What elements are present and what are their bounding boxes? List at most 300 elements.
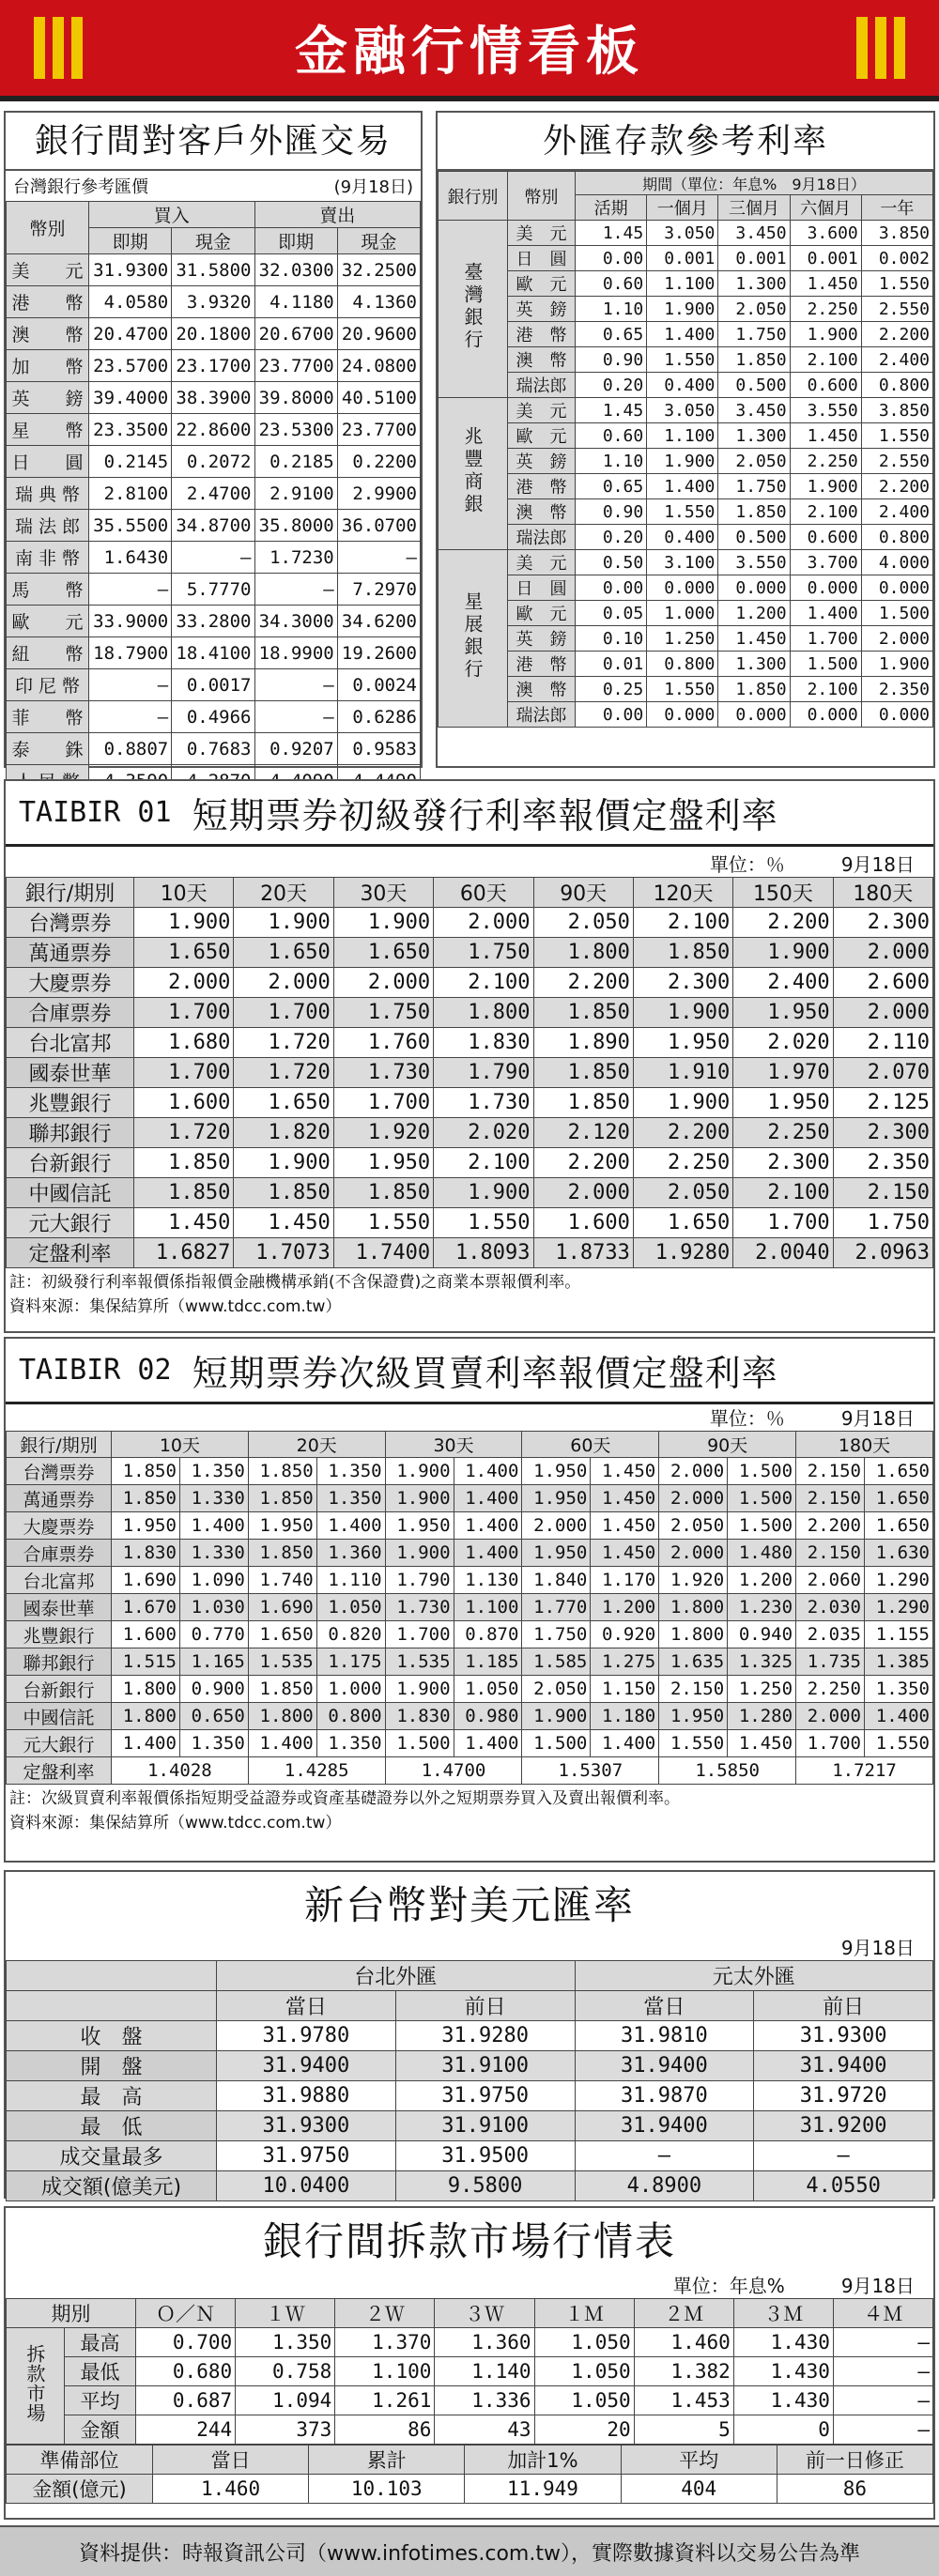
t1-rate: 2.350 (833, 1148, 932, 1178)
mm-value: 86 (335, 2415, 435, 2445)
t2-rate: 2.150 (796, 1458, 865, 1485)
mm-row (7, 2328, 933, 2357)
taibir02-header (6, 1339, 933, 1404)
t1-bank: 台新銀行 (7, 1148, 134, 1178)
dep-rate: 1.300 (718, 652, 790, 677)
fx-rate: 0.8807 (89, 733, 172, 765)
t1-rate: 2.200 (733, 908, 833, 938)
t1-rate: 1.950 (733, 998, 833, 1028)
t1-rate: 1.750 (333, 998, 433, 1028)
mm-value: 1.100 (335, 2357, 435, 2386)
t1-rate: 2.050 (633, 1178, 732, 1208)
dep-rate: 0.05 (576, 601, 647, 626)
dep-rate: 1.300 (718, 423, 790, 449)
dep-rate: 0.00 (576, 246, 647, 271)
fx-rate: 39.4000 (89, 382, 172, 414)
mm-value: – (833, 2328, 932, 2357)
fx-rate: 32.0300 (254, 254, 337, 286)
mm-value: 43 (435, 2415, 534, 2445)
dep-rate: 0.65 (576, 474, 647, 499)
fx-rate: 18.4100 (172, 637, 254, 669)
t2-row (7, 1458, 933, 1485)
res-h-3: 加計1% (465, 2446, 621, 2475)
fx-row (7, 542, 421, 574)
t1-rate: 1.750 (833, 1208, 932, 1238)
dep-row (439, 702, 933, 728)
t2-rate: 2.200 (796, 1512, 865, 1540)
t2-row (7, 1676, 933, 1703)
dep-rate: 0.60 (576, 271, 647, 297)
mm-value: 1.336 (435, 2386, 534, 2415)
fx-rate: 0.0024 (337, 669, 420, 701)
t2-rate: 1.850 (112, 1458, 180, 1485)
taibir01-title: 短期票券初級發行利率報價定盤利率 (192, 795, 778, 836)
t1-rate: 1.750 (434, 938, 533, 968)
dep-rate: 1.750 (718, 474, 790, 499)
fx-rate: 23.3500 (89, 414, 172, 446)
t2-rate: 1.400 (591, 1730, 659, 1757)
dep-rate: 2.100 (790, 347, 861, 373)
fx-rate: 4.1180 (254, 286, 337, 318)
t2-h-6: 180天 (796, 1432, 933, 1458)
t1-rate: 1.730 (333, 1058, 433, 1088)
t1-rate: 1.700 (733, 1208, 833, 1238)
t2-rate: 1.650 (864, 1485, 932, 1512)
mm-value: 20 (534, 2415, 634, 2445)
taibir01-table (6, 877, 933, 1268)
fx-h-sell: 賣出 (254, 202, 421, 228)
t1-rate: 1.830 (434, 1028, 533, 1058)
t1-h-8: 180天 (833, 878, 932, 908)
taibir02-subhead (6, 1404, 933, 1431)
t1-bank: 中國信託 (7, 1178, 134, 1208)
res-h-1: 當日 (153, 2446, 309, 2475)
t2-rate: 1.200 (591, 1594, 659, 1621)
fx-rate: – (254, 669, 337, 701)
twd-h-prev: 前日 (395, 1991, 575, 2021)
t1-h-5: 90天 (533, 878, 633, 908)
taibir01-date: 9月18日 (840, 853, 915, 876)
twd-value: 31.9400 (754, 2051, 933, 2081)
t1-rate: 2.000 (434, 908, 533, 938)
fx-rate: 1.7230 (254, 542, 337, 574)
twd-h-blank2 (7, 1991, 217, 2021)
fx-rate: 23.5300 (254, 414, 337, 446)
t2-row (7, 1730, 933, 1757)
dep-rate: 2.350 (861, 677, 932, 702)
mm-h-col: Ｏ／Ｎ (136, 2299, 236, 2328)
t2-rate: 1.400 (454, 1512, 522, 1540)
dep-rate: 1.000 (647, 601, 718, 626)
t2-rate: 1.000 (316, 1676, 385, 1703)
twd-value: 31.9500 (395, 2141, 575, 2171)
t2-bank: 兆豐銀行 (7, 1621, 112, 1648)
twd-value: 31.9280 (395, 2021, 575, 2051)
fx-h-cash: 現金 (172, 228, 254, 254)
dep-h-currency: 幣別 (508, 172, 576, 221)
dep-rate: 0.600 (790, 373, 861, 398)
dep-rate: 3.550 (790, 398, 861, 423)
t2-rate: 1.650 (248, 1621, 316, 1648)
twd-label: 收 盤 (7, 2021, 217, 2051)
dep-currency: 歐 元 (508, 271, 576, 297)
t2-rate: 1.165 (179, 1648, 248, 1676)
fx-currency: 美 元 (7, 254, 89, 286)
t1-row (7, 908, 933, 938)
t2-rate: 1.550 (659, 1730, 728, 1757)
twd-value: 31.9100 (395, 2111, 575, 2141)
mm-value: 0.680 (136, 2357, 236, 2386)
mm-h-period: 期別 (7, 2299, 136, 2328)
t2-rate: 1.400 (112, 1730, 180, 1757)
mm-value: 1.350 (236, 2328, 335, 2357)
t1-rate: 2.250 (733, 1118, 833, 1148)
twd-panel (4, 1870, 935, 2199)
t1-h-7: 150天 (733, 878, 833, 908)
dep-rate: 0.600 (790, 525, 861, 550)
t1-rate: 2.100 (633, 908, 732, 938)
fx-rate: 34.6200 (337, 606, 420, 637)
t1-rate: 2.020 (434, 1118, 533, 1148)
fx-rate: 34.3000 (254, 606, 337, 637)
fx-rate: 23.7700 (337, 414, 420, 446)
t2-rate: 2.035 (796, 1621, 865, 1648)
fx-rate: 24.0800 (337, 350, 420, 382)
twd-h-cur: 當日 (575, 1991, 754, 2021)
dep-h-period-3: 六個月 (790, 195, 861, 221)
t1-rate: 1.950 (733, 1088, 833, 1118)
t2-rate: 1.585 (522, 1648, 591, 1676)
t2-fixing-value: 1.4285 (248, 1757, 385, 1785)
fx-row (7, 669, 421, 701)
t1-rate: 1.900 (234, 908, 333, 938)
t2-fixing-row (7, 1757, 933, 1785)
dep-h-period: 期間（單位：年息% 9月18日） (576, 172, 933, 195)
fx-rate: 0.7683 (172, 733, 254, 765)
res-value: 86 (777, 2475, 932, 2504)
t2-row (7, 1512, 933, 1540)
t2-fixing-value: 1.4700 (385, 1757, 522, 1785)
t2-rate: 1.185 (454, 1648, 522, 1676)
taibir01-panel (4, 779, 935, 1333)
t2-row (7, 1485, 933, 1512)
t2-row (7, 1540, 933, 1567)
dep-rate: 1.450 (790, 423, 861, 449)
dep-row (439, 449, 933, 474)
t1-rate: 2.300 (733, 1148, 833, 1178)
t1-h-0: 銀行/期別 (7, 878, 134, 908)
t2-rate: 1.500 (385, 1730, 454, 1757)
t2-rate: 1.180 (591, 1703, 659, 1730)
twd-value: 31.9300 (217, 2111, 396, 2141)
t1-h-1: 10天 (134, 878, 234, 908)
dep-row (439, 373, 933, 398)
t2-rate: 1.850 (248, 1458, 316, 1485)
fx-rate: 33.9000 (89, 606, 172, 637)
taibir01-source: 資料來源：集保結算所（www.tdcc.com.tw） (9, 1297, 342, 1316)
t2-rate: 1.735 (796, 1648, 865, 1676)
t2-rate: 2.000 (659, 1485, 728, 1512)
t2-row (7, 1621, 933, 1648)
fx-rate: 35.5500 (89, 510, 172, 542)
t1-row (7, 938, 933, 968)
dep-currency: 日 圓 (508, 575, 576, 601)
dep-rate: 1.550 (861, 423, 932, 449)
dep-rate: 3.700 (790, 550, 861, 575)
taibir01-note: 註：初級發行利率報價係指報價金融機構承銷(不含保證費)之商業本票報價利率。 (9, 1273, 581, 1292)
dep-rate: 0.000 (647, 575, 718, 601)
masthead-bars-left (34, 17, 83, 79)
t1-row (7, 968, 933, 998)
dep-currency: 歐 元 (508, 423, 576, 449)
twd-h-cur: 當日 (217, 1991, 396, 2021)
dep-rate: 1.550 (647, 499, 718, 525)
fx-currency: 澳 幣 (7, 318, 89, 350)
t2-rate: 1.800 (112, 1703, 180, 1730)
dep-rate: 0.90 (576, 499, 647, 525)
dep-rate: 2.250 (790, 449, 861, 474)
fx-rate: 20.4700 (89, 318, 172, 350)
t2-rate: 1.790 (385, 1567, 454, 1594)
t2-rate: 1.740 (248, 1567, 316, 1594)
t1-rate: 1.550 (333, 1208, 433, 1238)
dep-rate: 1.900 (790, 474, 861, 499)
dep-row (439, 271, 933, 297)
fx-h-buy: 買入 (89, 202, 255, 228)
t2-rate: 2.030 (796, 1594, 865, 1621)
fx-currency: 瑞 法 郎 (7, 510, 89, 542)
twd-value: 31.9400 (217, 2051, 396, 2081)
fx-rate: 18.9900 (254, 637, 337, 669)
twd-value: 31.9880 (217, 2081, 396, 2111)
twd-value: 10.0400 (217, 2171, 396, 2201)
t1-rate: 1.720 (234, 1028, 333, 1058)
t1-rate: 2.000 (833, 938, 932, 968)
dep-rate: 2.050 (718, 297, 790, 322)
dep-rate: 0.000 (718, 575, 790, 601)
fx-rate: 36.0700 (337, 510, 420, 542)
t2-h-4: 60天 (522, 1432, 659, 1458)
fx-rate: 0.6286 (337, 701, 420, 733)
twd-row (7, 2141, 933, 2171)
fx-rate: 23.7700 (254, 350, 337, 382)
fx-row (7, 286, 421, 318)
t1-rate: 1.910 (633, 1058, 732, 1088)
dep-rate: 1.400 (647, 322, 718, 347)
mm-value: 0.700 (136, 2328, 236, 2357)
mm-h-col: ３Ｍ (733, 2299, 833, 2328)
t2-rate: 1.950 (659, 1703, 728, 1730)
t2-bank: 元大銀行 (7, 1730, 112, 1757)
twd-value: – (575, 2141, 754, 2171)
res-h-4: 平均 (621, 2446, 777, 2475)
t2-bank: 台新銀行 (7, 1676, 112, 1703)
fx-rate: 2.8100 (89, 478, 172, 510)
fx-rate: 22.8600 (172, 414, 254, 446)
t2-bank: 台灣票券 (7, 1458, 112, 1485)
twd-h-prev: 前日 (754, 1991, 933, 2021)
t2-rate: 1.600 (112, 1621, 180, 1648)
dep-rate: 0.65 (576, 322, 647, 347)
dep-rate: 0.20 (576, 373, 647, 398)
t1-rate: 1.700 (134, 998, 234, 1028)
twd-label: 成交額(億美元) (7, 2171, 217, 2201)
dep-rate: 3.050 (647, 221, 718, 246)
t2-rate: 1.200 (728, 1567, 796, 1594)
dep-currency: 澳 幣 (508, 347, 576, 373)
twd-row (7, 2081, 933, 2111)
mm-value: – (833, 2357, 932, 2386)
t2-rate: 1.550 (864, 1730, 932, 1757)
t1-rate: 1.7073 (234, 1238, 333, 1268)
mm-value: 5 (634, 2415, 733, 2445)
dep-rate: 3.100 (647, 550, 718, 575)
fx-currency: 瑞 典 幣 (7, 478, 89, 510)
t2-rate: 1.385 (864, 1648, 932, 1676)
mm-subhead (6, 2276, 933, 2298)
dep-currency: 美 元 (508, 221, 576, 246)
t1-h-6: 120天 (633, 878, 732, 908)
t2-rate: 1.630 (864, 1540, 932, 1567)
fx-currency: 加 幣 (7, 350, 89, 382)
dep-rate: 0.500 (718, 525, 790, 550)
mm-h-col: ３Ｗ (435, 2299, 534, 2328)
t2-rate: 2.050 (659, 1512, 728, 1540)
deposit-panel (436, 111, 935, 768)
t2-rate: 1.840 (522, 1567, 591, 1594)
dep-rate: 0.800 (647, 652, 718, 677)
dep-rate: 1.850 (718, 677, 790, 702)
fx-currency: 印 尼 幣 (7, 669, 89, 701)
fx-table (6, 201, 421, 797)
dep-rate: 0.00 (576, 702, 647, 728)
dep-row (439, 575, 933, 601)
t2-rate: 1.830 (112, 1540, 180, 1567)
fx-currency: 星 幣 (7, 414, 89, 446)
res-value: 金額(億元) (7, 2475, 153, 2504)
t2-rate: 1.920 (659, 1567, 728, 1594)
t2-rate: 1.900 (522, 1703, 591, 1730)
dep-rate: 0.400 (647, 373, 718, 398)
mm-value: 1.261 (335, 2386, 435, 2415)
dep-bank-name: 星展銀行 (461, 590, 484, 682)
t1-rate: 1.680 (134, 1028, 234, 1058)
t2-fixing-label: 定盤利率 (7, 1757, 112, 1785)
dep-bank (439, 221, 508, 398)
mm-value: 1.050 (534, 2328, 634, 2357)
t2-rate: 1.350 (316, 1458, 385, 1485)
taibir01-unit: 單位：％ (709, 853, 785, 876)
twd-row (7, 2111, 933, 2141)
taibir01-subhead (6, 847, 933, 877)
twd-date: 9月18日 (840, 1937, 915, 1959)
dep-rate: 0.800 (861, 373, 932, 398)
mm-h-col: ２Ｍ (634, 2299, 733, 2328)
t1-h-3: 30天 (333, 878, 433, 908)
fx-rate: 0.0017 (172, 669, 254, 701)
footer-text: 資料提供：時報資訊公司（www.infotimes.com.tw），實際數據資料以交易公告為準 (79, 2541, 860, 2566)
mm-stat: 金額 (65, 2415, 136, 2445)
mm-side-label: 拆款市場 (23, 2344, 46, 2423)
twd-h-taipei: 台北外匯 (217, 1961, 576, 1991)
taibir01-header (6, 781, 933, 847)
twd-value: 31.9780 (217, 2021, 396, 2051)
t2-rate: 1.515 (112, 1648, 180, 1676)
t2-rate: 1.500 (728, 1485, 796, 1512)
dep-row (439, 474, 933, 499)
twd-value: 31.9870 (575, 2081, 754, 2111)
t2-rate: 1.690 (248, 1594, 316, 1621)
t2-bank: 台北富邦 (7, 1567, 112, 1594)
dep-rate: 1.550 (861, 271, 932, 297)
t2-h-2: 20天 (248, 1432, 385, 1458)
dep-rate: 2.200 (861, 322, 932, 347)
t1-bank: 國泰世華 (7, 1058, 134, 1088)
mm-value: 1.430 (733, 2328, 833, 2357)
t1-rate: 1.800 (434, 998, 533, 1028)
fx-currency: 泰 銖 (7, 733, 89, 765)
t2-rate: 1.350 (316, 1730, 385, 1757)
twd-value: – (754, 2141, 933, 2171)
t2-rate: 1.700 (385, 1621, 454, 1648)
dep-rate: 0.800 (861, 525, 932, 550)
dep-rate: 1.550 (647, 347, 718, 373)
dep-rate: 2.000 (861, 626, 932, 652)
fx-rate: 19.2600 (337, 637, 420, 669)
fx-rate: 0.2185 (254, 446, 337, 478)
mm-value: 1.050 (534, 2386, 634, 2415)
dep-rate: 3.450 (718, 398, 790, 423)
dep-currency: 澳 幣 (508, 499, 576, 525)
t2-row (7, 1567, 933, 1594)
t2-rate: 0.940 (728, 1621, 796, 1648)
twd-subhead (6, 1937, 933, 1960)
t1-rate: 2.000 (134, 968, 234, 998)
t1-rate: 1.850 (333, 1178, 433, 1208)
t2-rate: 1.950 (522, 1540, 591, 1567)
fx-rate: – (172, 542, 254, 574)
mm-stat: 平均 (65, 2386, 136, 2415)
mm-row (7, 2386, 933, 2415)
twd-label: 最 高 (7, 2081, 217, 2111)
dep-rate: 1.900 (647, 449, 718, 474)
dep-bank (439, 398, 508, 550)
dep-row (439, 652, 933, 677)
t2-rate: 2.000 (659, 1458, 728, 1485)
t1-rate: 2.250 (633, 1148, 732, 1178)
t2-rate: 2.150 (796, 1485, 865, 1512)
fx-rate: 0.2145 (89, 446, 172, 478)
fx-panel (4, 111, 423, 768)
mm-value: 244 (136, 2415, 236, 2445)
dep-row (439, 322, 933, 347)
twd-value: 31.9300 (754, 2021, 933, 2051)
dep-currency: 英 鎊 (508, 626, 576, 652)
fx-rate: 0.4966 (172, 701, 254, 733)
t2-rate: 1.100 (454, 1594, 522, 1621)
t2-rate: 1.290 (864, 1594, 932, 1621)
t1-rate: 2.0963 (833, 1238, 932, 1268)
twd-value: 31.9750 (395, 2081, 575, 2111)
dep-bank-name: 兆豐商銀 (461, 426, 484, 516)
t1-rate: 2.300 (833, 908, 932, 938)
mm-value: 1.453 (634, 2386, 733, 2415)
t1-rate: 1.850 (134, 1148, 234, 1178)
t1-rate: 1.850 (134, 1178, 234, 1208)
masthead-bars-right (856, 17, 905, 79)
dep-rate: 0.001 (790, 246, 861, 271)
t1-rate: 1.850 (234, 1178, 333, 1208)
